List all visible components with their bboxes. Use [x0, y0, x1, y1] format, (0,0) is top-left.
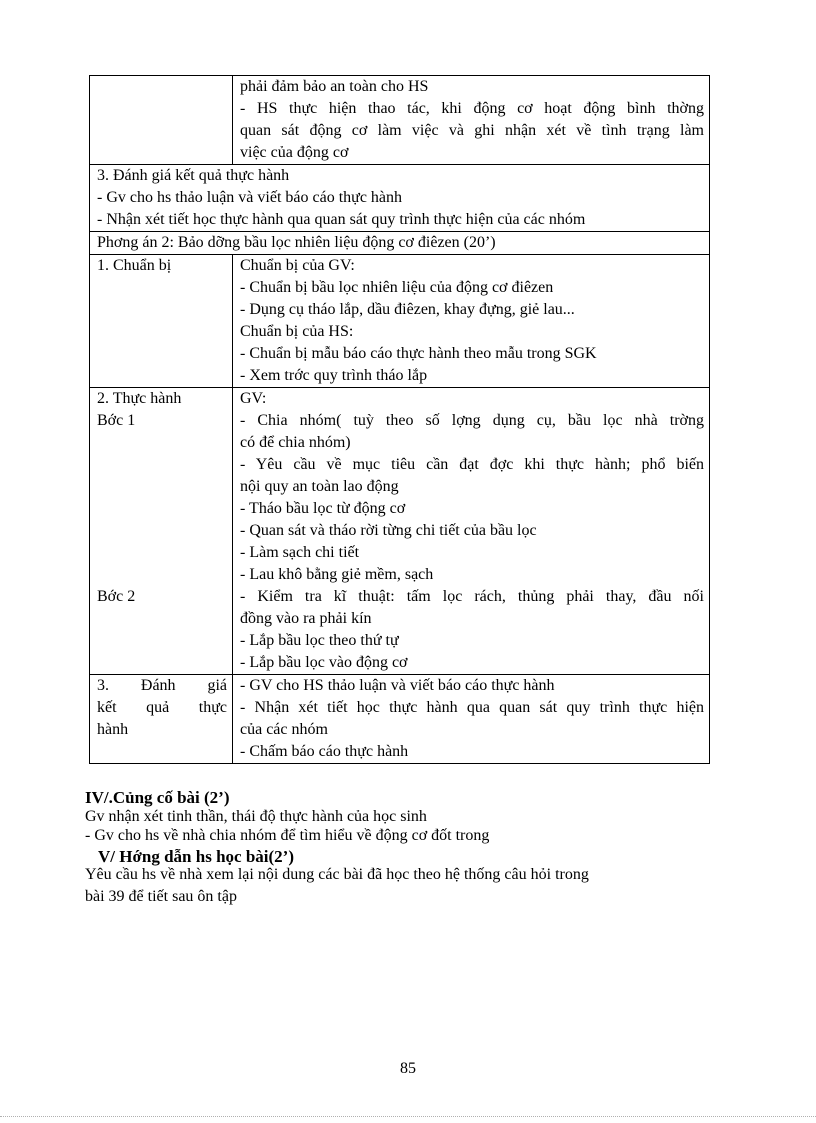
eval2-label-line: kết quả thực — [97, 699, 227, 716]
text-line: quan sát động cơ làm việc và ghi nhận xét về tình trạng làm — [240, 122, 704, 139]
cell-practice-label — [90, 388, 233, 675]
cell-prep — [233, 255, 710, 388]
text-line: Gv nhận xét tinh thần, thái độ thực hành của học sinh — [85, 808, 427, 825]
text-line: bài 39 để tiết sau ôn tập — [85, 888, 237, 905]
option2-title: Phơng án 2: Bảo dỡng bầu lọc nhiên liệu động cơ điêzen (20’) — [97, 234, 496, 251]
section-5 — [85, 864, 725, 908]
page-bottom-border — [0, 1116, 816, 1117]
table-row-eval2 — [90, 675, 710, 764]
section-5-heading: V/ Hớng dẫn hs học bài(2’) — [98, 847, 294, 866]
cell-option2 — [90, 232, 710, 255]
text-line: - Chấm báo cáo thực hành — [240, 743, 409, 760]
text-line: - Tháo bầu lọc từ động cơ — [240, 500, 406, 517]
table-row-practice — [90, 388, 710, 675]
text-line: - HS thực hiện thao tác, khi động cơ hoạt động bình thờng — [240, 100, 704, 117]
cell-empty — [90, 76, 233, 165]
text-line: có để chia nhóm) — [240, 434, 351, 451]
cell-eval2 — [233, 675, 710, 764]
text-line: Yêu cầu hs về nhà xem lại nội dung các bài đã học theo hệ thống câu hỏi trong — [85, 866, 589, 883]
text-line: GV: — [240, 390, 267, 407]
text-line: - Dụng cụ tháo lắp, dầu điêzen, khay đựng, giẻ lau... — [240, 301, 575, 318]
text-line: của các nhóm — [240, 721, 328, 738]
text-line: - Lau khô bằng giẻ mềm, sạch — [240, 566, 434, 583]
step2-label: Bớc 2 — [97, 588, 136, 605]
text-line: - Lắp bầu lọc vào động cơ — [240, 654, 408, 671]
table-row-option2 — [90, 232, 710, 255]
text-line: việc của động cơ — [240, 144, 349, 161]
table-row-eval1 — [90, 165, 710, 232]
text-line: Chuẩn bị của HS: — [240, 323, 354, 340]
table-row-prep — [90, 255, 710, 388]
text-line: Chuẩn bị của GV: — [240, 257, 355, 274]
table-row-intro — [90, 76, 710, 165]
prep-label: 1. Chuẩn bị — [97, 257, 172, 274]
page-number: 85 — [400, 1060, 416, 1077]
eval2-label-line: 3. Đánh giá — [97, 677, 227, 694]
text-line: - Làm sạch chi tiết — [240, 544, 360, 561]
section-4 — [85, 788, 725, 845]
practice-label: 2. Thực hành — [97, 390, 182, 407]
text-line: - Lắp bầu lọc theo thứ tự — [240, 632, 399, 649]
cell-eval1 — [90, 165, 710, 232]
eval2-label-line: hành — [97, 721, 129, 738]
text-line: đồng vào ra phải kín — [240, 610, 372, 627]
cell-eval2-label — [90, 675, 233, 764]
section-4-heading: IV/.Củng cố bài (2’) — [85, 788, 230, 807]
text-line: phải đảm bảo an toàn cho HS — [240, 78, 429, 95]
text-line: - Chuẩn bị bầu lọc nhiên liệu của động cơ điêzen — [240, 279, 554, 296]
lesson-table — [89, 75, 710, 764]
text-line: - Gv cho hs thảo luận và viết báo cáo thực hành — [97, 189, 403, 206]
cell-prep-label — [90, 255, 233, 388]
text-line: - Xem trớc quy trình tháo lắp — [240, 367, 428, 384]
text-line: - Gv cho hs về nhà chia nhóm để tìm hiểu về động cơ đốt trong — [85, 827, 490, 844]
text-line: 3. Đánh giá kết quả thực hành — [97, 167, 290, 184]
cell-practice — [233, 388, 710, 675]
text-line: - Nhận xét tiết học thực hành qua quan sát quy trình thực hiện của các nhóm — [97, 211, 586, 228]
cell-intro — [233, 76, 710, 165]
text-line: - GV cho HS thảo luận và viết báo cáo thực hành — [240, 677, 555, 694]
text-line: - Chia nhóm( tuỳ theo số lợng dụng cụ, bầu lọc nhà trờng — [240, 412, 704, 429]
text-line: - Yêu cầu về mục tiêu cần đạt đợc khi thực hành; phổ biến — [240, 456, 704, 473]
text-line: - Nhận xét tiết học thực hành qua quan sát quy trình thực hiện — [240, 699, 704, 716]
text-line: - Chuẩn bị mẫu báo cáo thực hành theo mẫu trong SGK — [240, 345, 597, 362]
text-line: - Quan sát và tháo rời từng chi tiết của bầu lọc — [240, 522, 537, 539]
text-line: nội quy an toàn lao động — [240, 478, 399, 495]
step1-label: Bớc 1 — [97, 412, 136, 429]
text-line: - Kiểm tra kĩ thuật: tấm lọc rách, thủng phải thay, đầu nối — [240, 588, 704, 605]
